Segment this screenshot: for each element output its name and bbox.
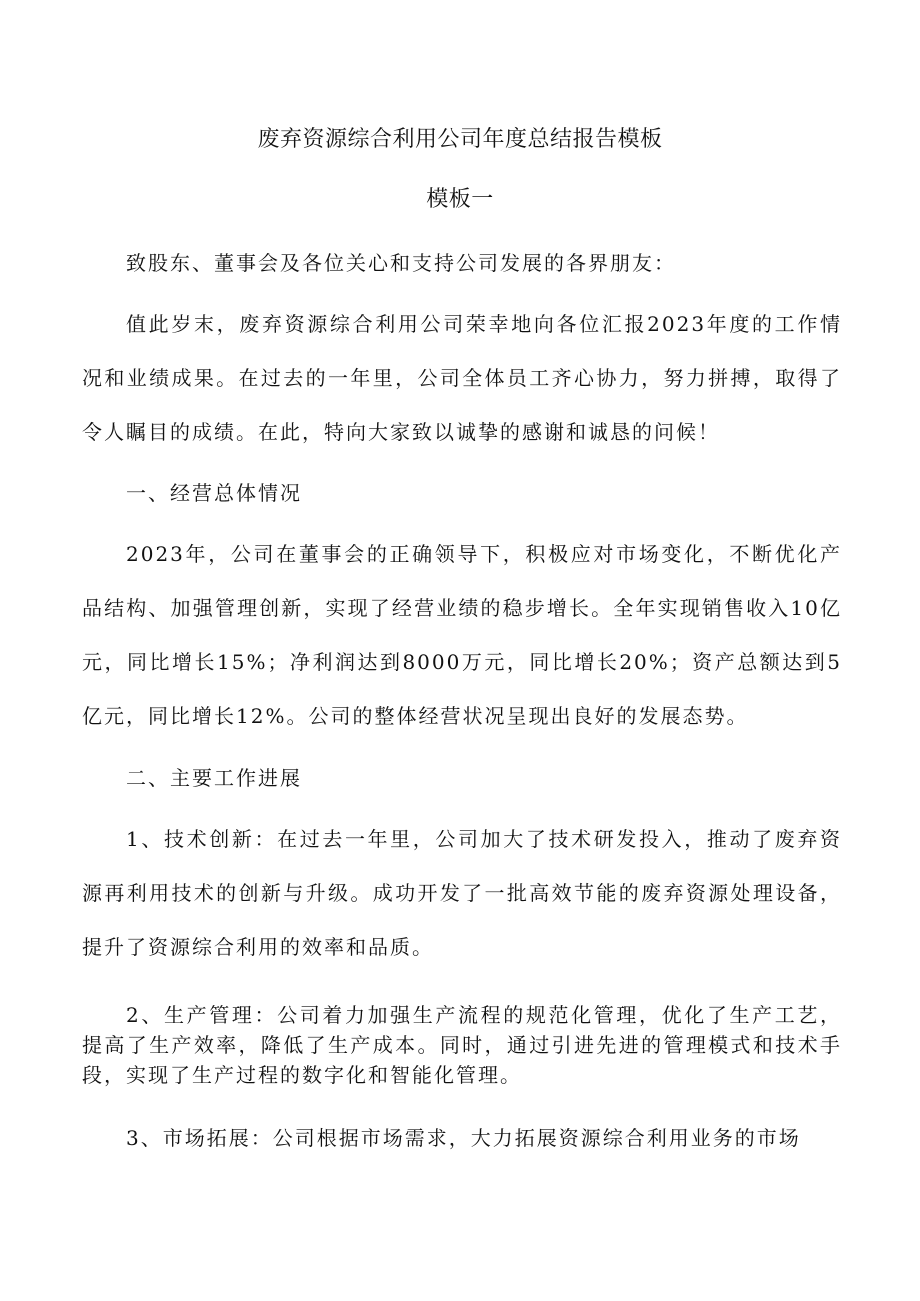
section-heading-progress: 二、主要工作进展 xyxy=(126,766,302,790)
list-item-market-expansion: 3、市场拓展：公司根据市场需求，大力拓展资源综合利用业务的市场 xyxy=(126,1126,801,1150)
list-item-tech-innovation: 1、技术创新：在过去一年里，公司加大了技术研发投入，推动了废弃资源再利用技术的创新与升级。成功开发了一批高效节能的废弃资源处理设备，提升了资源综合利用的效率和品质。 xyxy=(82,827,842,959)
operations-paragraph: 2023年，公司在董事会的正确领导下，积极应对市场变化，不断优化产品结构、加强管理创新，实现了经营业绩的稳步增长。全年实现销售收入10亿元，同比增长15%；净利润达到8000万元，同比增长20%；资产总额达到5亿元，同比增长12%。公司的整体经营状况呈现出良好的发展态势。 xyxy=(82,542,842,728)
greeting-paragraph: 致股东、董事会及各位关心和支持公司发展的各界朋友： xyxy=(126,251,676,275)
document-subtitle: 模板一 xyxy=(426,187,494,212)
document-title: 废弃资源综合利用公司年度总结报告模板 xyxy=(257,127,663,152)
intro-paragraph: 值此岁末，废弃资源综合利用公司荣幸地向各位汇报2023年度的工作情况和业绩成果。在过去的一年里，公司全体员工齐心协力，努力拼搏，取得了令人瞩目的成绩。在此，特向大家致以诚挚的感谢和诚恳的问候！ xyxy=(82,312,842,444)
list-item-production-management: 2、生产管理：公司着力加强生产流程的规范化管理，优化了生产工艺，提高了生产效率，降低了生产成本。同时，通过引进先进的管理模式和技术手段，实现了生产过程的数字化和智能化管理。 xyxy=(82,1003,842,1087)
section-heading-operations: 一、经营总体情况 xyxy=(126,481,302,505)
